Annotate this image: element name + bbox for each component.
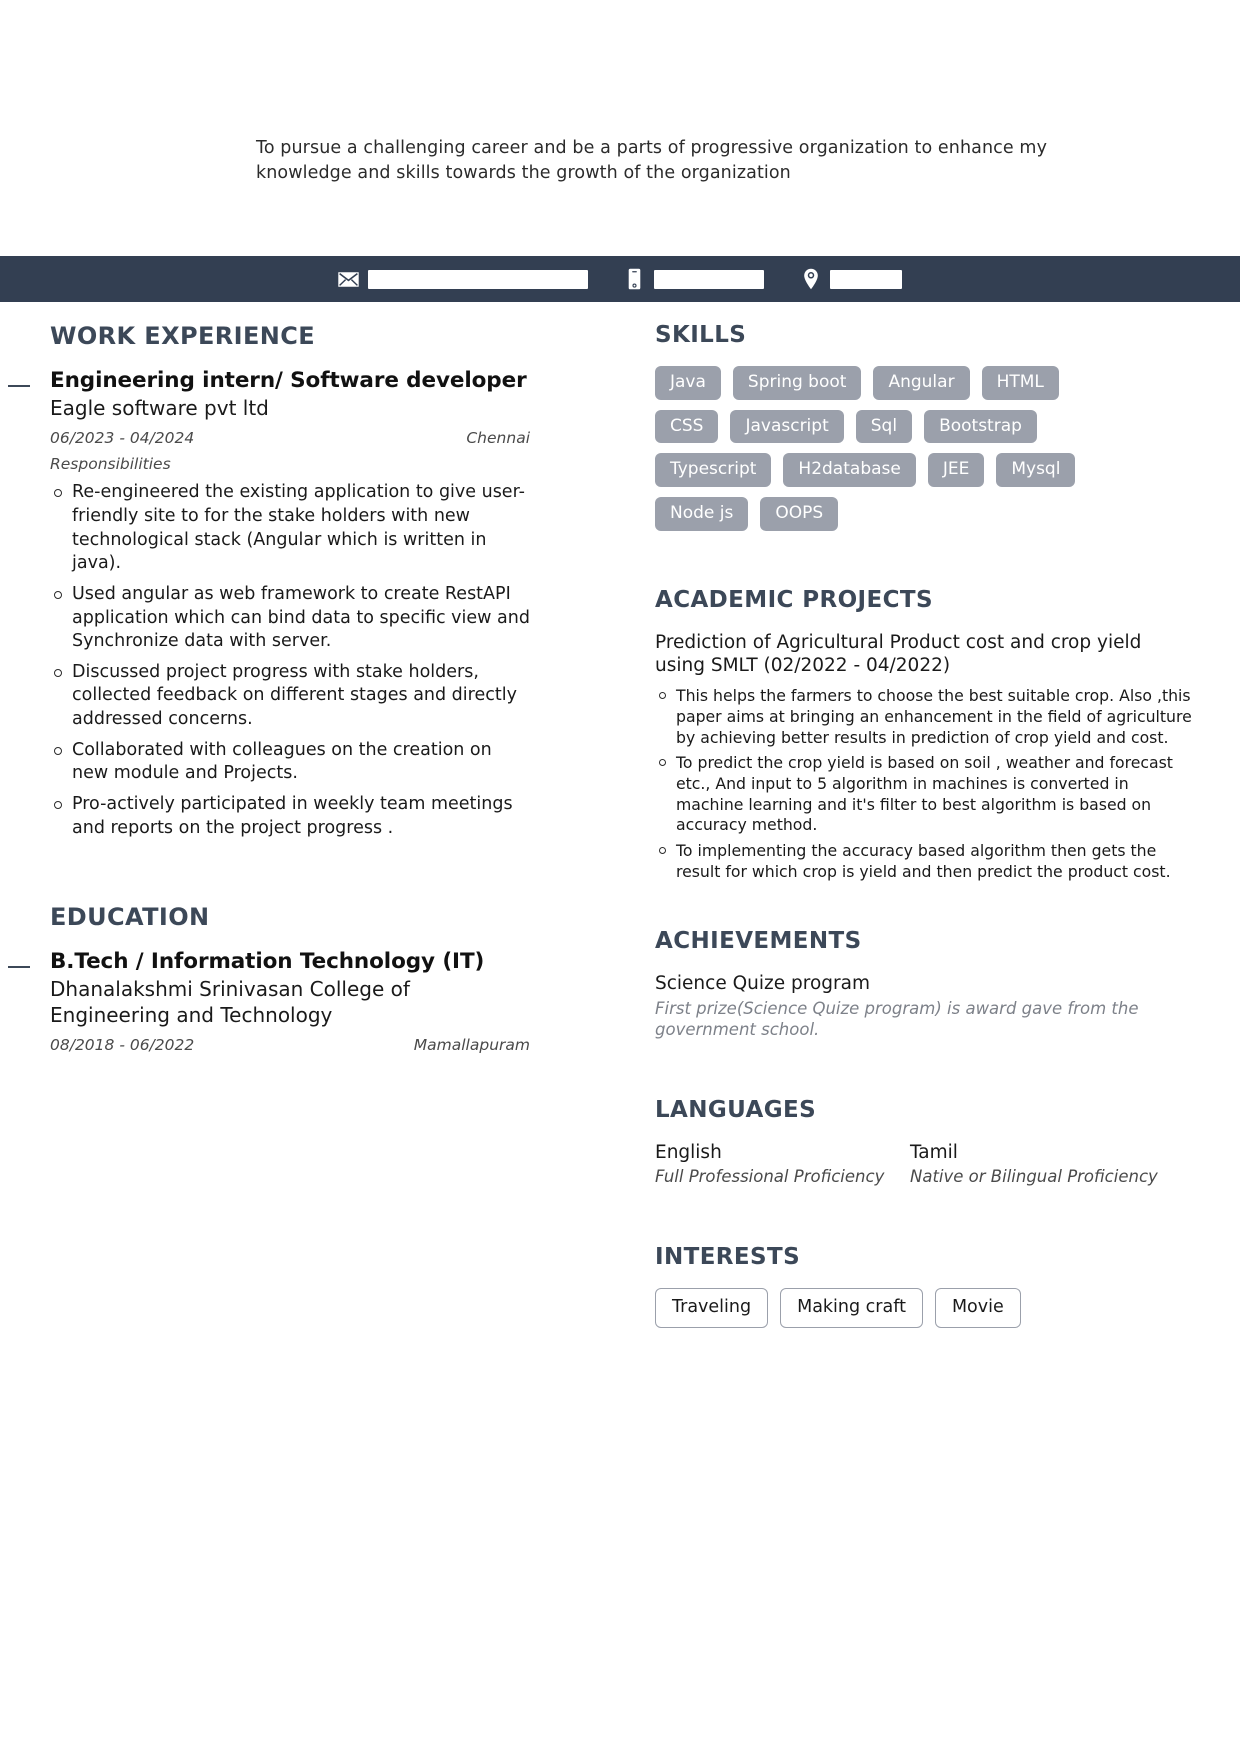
achievement-description: First prize(Science Quize program) is award gave from the government school.	[655, 998, 1139, 1040]
profile-summary: To pursue a challenging career and be a parts of progressive organization to enhance my knowledge and skills towards the growth of the organization	[256, 138, 1048, 184]
education-section	[50, 903, 530, 1054]
skill-tag: Spring boot	[733, 366, 862, 400]
languages-section	[655, 1097, 1195, 1187]
project-title: Prediction of Agricultural Product cost and crop yield using SMLT (02/2022 - 04/2022)	[655, 631, 1142, 677]
achievements-heading: ACHIEVEMENTS	[655, 927, 862, 954]
contact-phone[interactable]	[624, 268, 764, 290]
entry-marker-dash	[8, 966, 30, 968]
skill-tag: OOPS	[760, 497, 838, 531]
academic-projects-section	[655, 587, 1195, 883]
list-item: Used angular as web framework to create RestAPI application which can bind data to specific view and Synchronize data with server.	[50, 583, 530, 654]
achievements-section	[655, 928, 1195, 1042]
language-name: English	[655, 1142, 722, 1164]
work-experience-section	[50, 322, 530, 840]
skill-tag: Javascript	[730, 410, 843, 444]
languages-list	[655, 1141, 1195, 1187]
list-item: To implementing the accuracy based algorithm then gets the result for which crop is yield and then predict the product cost.	[655, 841, 1195, 882]
contact-email[interactable]	[338, 268, 588, 290]
interests-heading: INTERESTS	[655, 1243, 801, 1270]
project-bullets	[655, 686, 1195, 882]
job-meta	[50, 429, 530, 447]
degree-title: B.Tech / Information Technology (IT)	[50, 949, 485, 975]
right-column	[655, 322, 1195, 1328]
entry-marker-dash	[8, 385, 30, 387]
language-item	[655, 1141, 910, 1187]
skills-heading: SKILLS	[655, 322, 747, 348]
education-dates: 08/2018 - 06/2022	[50, 1036, 195, 1055]
skill-tag: Sql	[856, 410, 912, 444]
skill-tag: JEE	[928, 453, 985, 487]
achievement-title: Science Quize program	[655, 972, 870, 994]
skill-tag: Node js	[655, 497, 748, 531]
language-level: Full Professional Proficiency	[655, 1167, 885, 1187]
mobile-phone-icon	[624, 268, 645, 290]
skill-tag: Bootstrap	[924, 410, 1037, 444]
language-item	[910, 1141, 1165, 1187]
school-name: Dhanalakshmi Srinivasan College of Engineering and Technology	[50, 976, 410, 1027]
section-gap	[50, 847, 530, 903]
list-item: Re-engineered the existing application to give user-friendly site to for the stake holders with new technological stack (Angular which is written in java).	[50, 481, 530, 576]
interests-section	[655, 1244, 1195, 1328]
interest-tag: Movie	[935, 1288, 1021, 1328]
interest-tag: Traveling	[655, 1288, 768, 1328]
section-gap	[655, 1041, 1195, 1097]
envelope-icon	[338, 268, 359, 290]
contact-bar	[0, 256, 1240, 302]
responsibilities-label: Responsibilities	[50, 455, 171, 474]
section-gap	[655, 531, 1195, 587]
list-item: Discussed project progress with stake holders, collected feedback on different stages and directly addressed concerns.	[50, 661, 530, 732]
phone-value-redacted	[654, 270, 764, 289]
skill-tag: Java	[655, 366, 721, 400]
skills-section	[655, 322, 1195, 531]
section-gap	[655, 888, 1195, 928]
company-name: Eagle software pvt ltd	[50, 395, 269, 420]
skill-tag: Typescript	[655, 453, 771, 487]
section-gap	[655, 1188, 1195, 1244]
skill-tag: HTML	[982, 366, 1059, 400]
list-item: This helps the farmers to choose the best suitable crop. Also ,this paper aims at bringing an enhancement in the field of agriculture by achieving better results in prediction of crop yield and cost.	[655, 686, 1195, 748]
location-pin-icon	[800, 268, 821, 290]
interests-list	[655, 1288, 1125, 1328]
skill-tag: CSS	[655, 410, 718, 444]
location-value-redacted	[830, 270, 902, 289]
email-value-redacted	[368, 270, 588, 289]
skill-tag: H2database	[783, 453, 915, 487]
education-entry	[50, 949, 530, 1054]
job-title: Engineering intern/ Software developer	[50, 368, 527, 393]
list-item: Collaborated with colleagues on the creation on new module and Projects.	[50, 739, 530, 786]
interest-tag: Making craft	[780, 1288, 923, 1328]
list-item: Pro-actively participated in weekly team meetings and reports on the project progress .	[50, 793, 530, 840]
languages-heading: LANGUAGES	[655, 1097, 817, 1124]
skill-tag: Mysql	[996, 453, 1075, 487]
language-level: Native or Bilingual Proficiency	[910, 1167, 1158, 1187]
job-dates: 06/2023 - 04/2024	[50, 429, 195, 448]
work-experience-heading: WORK EXPERIENCE	[50, 322, 316, 350]
education-location: Mamallapuram	[413, 1036, 530, 1055]
job-bullets	[50, 481, 530, 840]
skills-list	[655, 366, 1125, 531]
job-location: Chennai	[466, 429, 530, 448]
education-heading: EDUCATION	[50, 903, 210, 932]
education-meta	[50, 1036, 530, 1054]
skill-tag: Angular	[873, 366, 969, 400]
academic-projects-heading: ACADEMIC PROJECTS	[655, 586, 933, 613]
contact-location[interactable]	[800, 268, 902, 290]
list-item: To predict the crop yield is based on soil , weather and forecast etc., And input to 5 algorithm in machines is converted in machine learning and it's filter to best algorithm is based on accuracy method.	[655, 753, 1195, 836]
left-column	[50, 322, 530, 1060]
work-entry	[50, 368, 530, 840]
language-name: Tamil	[910, 1142, 958, 1164]
